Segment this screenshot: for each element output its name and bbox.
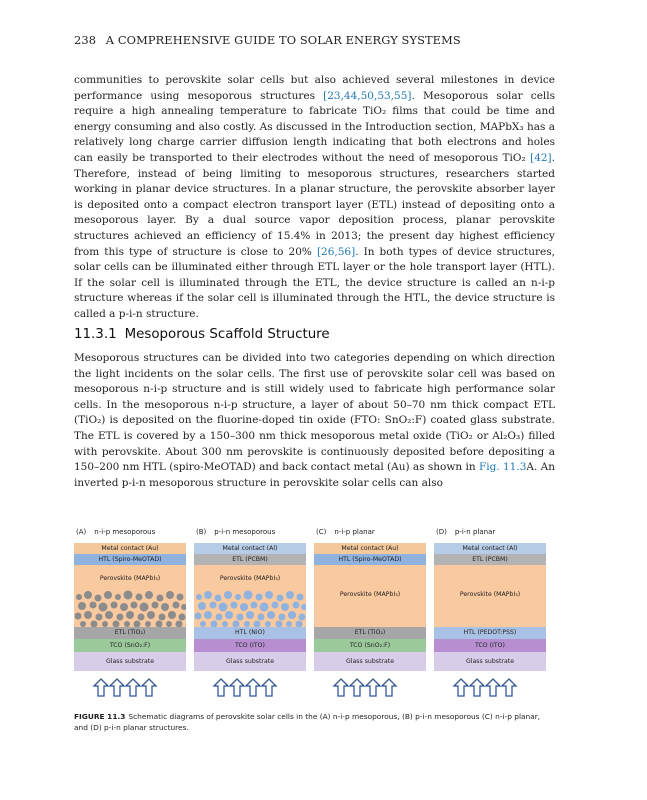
panel-structure-name: p-i-n planar [454, 528, 496, 536]
layer-label: TCO (ITO) [475, 642, 505, 649]
up-arrow-icon [470, 679, 484, 696]
layer-label: Metal contact (Au) [101, 545, 159, 552]
paragraph-2 [74, 351, 555, 491]
panel-label: (D) [436, 528, 447, 536]
layer-label: Glass substrate [465, 658, 514, 665]
layer-label: ETL (PCBM) [232, 556, 268, 563]
section-title: Mesoporous Scaffold Structure [124, 327, 330, 342]
tco-layer [194, 639, 306, 652]
text-run: A. An inverted p-i-n mesoporous structure in perovskite solar cells can also [74, 461, 556, 489]
layer-label: TCO (ITO) [235, 642, 265, 649]
figure-link[interactable]: Fig. 11.3 [478, 461, 527, 474]
tco-layer [434, 639, 546, 652]
up-arrow-icon [382, 679, 396, 696]
perovskite-layer [314, 565, 426, 619]
panel-d [434, 528, 546, 713]
citation-link[interactable]: [26,56] [316, 245, 356, 258]
text-run: Mesoporous structures can be divided into two categories depending on which direction the light incidents on the solar cells. The first use of perovskite solar cell was based on mesoporous n-i-p structure and is still widely used to fabricate high performance solar cells. In the mesoporous n-i-p structure, a layer of about 50–70 nm thick compact ETL (TiO₂) is deposited on the fluorine-doped tin oxide (FTO: SnO₂:F) coated glass substrate. The ETL is covered by a 150–300 nm thick mesoporous metal oxide (TiO₂ or Al₂O₃) filled with perovskite. About 300 nm perovskite is continuously deposited before depositing a 150–200 nm HTL (spiro-MeOTAD) and back contact metal (Au) as shown in [74, 352, 555, 474]
metal-contact-layer [74, 543, 186, 554]
layer-label: Perovskite (MAPbI₃) [339, 591, 401, 598]
up-arrow-icon [366, 679, 380, 696]
incident-light-arrows [434, 678, 546, 698]
section-number: 11.3.1 [74, 327, 117, 342]
citation-link[interactable]: [23,44,50,53,55] [323, 89, 412, 102]
up-arrow-icon [110, 679, 124, 696]
figure-caption [74, 711, 555, 733]
layer-label: HTL (NiO) [235, 629, 265, 636]
layer-label: TCO (SnO₂:F) [349, 642, 391, 649]
up-arrow-icon [502, 679, 516, 696]
layer-label: Perovskite (MAPbI₃) [219, 575, 281, 582]
layer-label: HTL (Spiro-MeOTAD) [338, 556, 402, 563]
panel-b [194, 528, 306, 713]
tco-layer [314, 639, 426, 652]
layer-label: Glass substrate [225, 658, 274, 665]
text-run: communities to perovskite solar cells but also achieved several milestones in device performance using mesoporous structures [74, 74, 555, 102]
incident-light-arrows [194, 678, 306, 698]
layer-label: TCO (SnO₂:F) [109, 642, 151, 649]
panel-title [76, 528, 155, 536]
up-arrow-icon [334, 679, 348, 696]
glass-substrate-layer [434, 652, 546, 671]
tco-layer [74, 639, 186, 652]
panel-title [316, 528, 375, 536]
up-arrow-icon [262, 679, 276, 696]
incident-light-arrows [314, 678, 426, 698]
panel-label: (B) [196, 528, 207, 536]
up-arrow-icon [230, 679, 244, 696]
layer-label: ETL (TiO₂) [354, 629, 386, 636]
up-arrow-icon [214, 679, 228, 696]
up-arrow-icon [246, 679, 260, 696]
metal-contact-layer [194, 543, 306, 554]
figure-11-3 [74, 528, 555, 713]
layer-label: HTL (PEDOT:PSS) [463, 629, 517, 636]
metal-contact-layer [434, 543, 546, 554]
mesoporous-nio-scaffold [194, 589, 306, 627]
htl-layer [434, 627, 546, 639]
perovskite-layer-lower [314, 619, 426, 627]
mesoporous-tio2-scaffold [74, 589, 186, 627]
panel-label: (A) [76, 528, 87, 536]
up-arrow-icon [142, 679, 156, 696]
htl-layer [74, 554, 186, 565]
layer-label: Metal contact (Al) [222, 545, 278, 552]
panel-title [196, 528, 275, 536]
layer-label: Glass substrate [345, 658, 394, 665]
panel-title [436, 528, 495, 536]
panel-structure-name: n-i-p planar [334, 528, 375, 536]
etl-layer [314, 627, 426, 639]
layer-label: Perovskite (MAPbI₃) [459, 591, 521, 598]
up-arrow-icon [454, 679, 468, 696]
running-header [74, 33, 461, 47]
page-number: 238 [74, 33, 97, 47]
panel-c [314, 528, 426, 713]
glass-substrate-layer [314, 652, 426, 671]
text-run: . Therefore, instead of being limiting to mesoporous structures, researchers started working in planar device structures. In a planar structure, the perovskite absorber layer is deposited onto a compact electron transport layer (ETL) instead of depositing onto a mesoporous layer. By a dual source vapor deposition process, planar perovskite structures achieved an efficiency of 15.4% in 2013; the present day highest efficiency from this type of structure is close to 20% [74, 151, 555, 258]
up-arrow-icon [350, 679, 364, 696]
etl-layer [74, 627, 186, 639]
perovskite-layer [434, 565, 546, 619]
up-arrow-icon [486, 679, 500, 696]
etl-layer [194, 554, 306, 565]
panel-label: (C) [316, 528, 327, 536]
citation-link[interactable]: [42] [530, 151, 552, 164]
up-arrow-icon [126, 679, 140, 696]
glass-substrate-layer [74, 652, 186, 671]
up-arrow-icon [94, 679, 108, 696]
perovskite-layer-lower [434, 619, 546, 627]
glass-substrate-layer [194, 652, 306, 671]
htl-layer [194, 627, 306, 639]
etl-layer [434, 554, 546, 565]
panel-structure-name: n-i-p mesoporous [94, 528, 156, 536]
text-run: . Mesoporous solar cells require a high annealing temperature to fabricate TiO₂ films that could be time and energy consuming and also costly. As discussed in the Introduction section, MAPbX₃ has a relatively long charge carrier diffusion length indicating that both electrons and holes can easily be transported to their electrodes without the need of mesoporous TiO₂ [74, 89, 556, 164]
paragraph-1 [74, 73, 555, 323]
panel-structure-name: p-i-n mesoporous [214, 528, 276, 536]
layer-label: HTL (Spiro-MeOTAD) [98, 556, 162, 563]
caption-label: FIGURE 11.3 [74, 712, 126, 721]
panel-a [74, 528, 186, 713]
htl-layer [314, 554, 426, 565]
section-heading [74, 327, 330, 342]
layer-label: Glass substrate [105, 658, 154, 665]
running-title: A COMPREHENSIVE GUIDE TO SOLAR ENERGY SYSTEMS [105, 33, 461, 47]
layer-label: Metal contact (Al) [462, 545, 518, 552]
metal-contact-layer [314, 543, 426, 554]
caption-text: Schematic diagrams of perovskite solar cells in the (A) n-i-p mesoporous, (B) p-i-n mesoporous (C) n-i-p planar, and (D) p-i-n planar structures. [74, 712, 541, 732]
incident-light-arrows [74, 678, 186, 698]
text-run: . In both types of device structures, solar cells can be illuminated either through ETL layer or the hole transport layer (HTL). If the solar cell is illuminated through the ETL, the device structure is called an n-i-p structure whereas if the solar cell is illuminated through the HTL, the device structure is called a p-i-n structure. [74, 245, 555, 320]
layer-label: ETL (TiO₂) [114, 629, 146, 636]
layer-label: ETL (PCBM) [472, 556, 508, 563]
layer-label: Metal contact (Au) [341, 545, 399, 552]
layer-label: Perovskite (MAPbI₃) [99, 575, 161, 582]
